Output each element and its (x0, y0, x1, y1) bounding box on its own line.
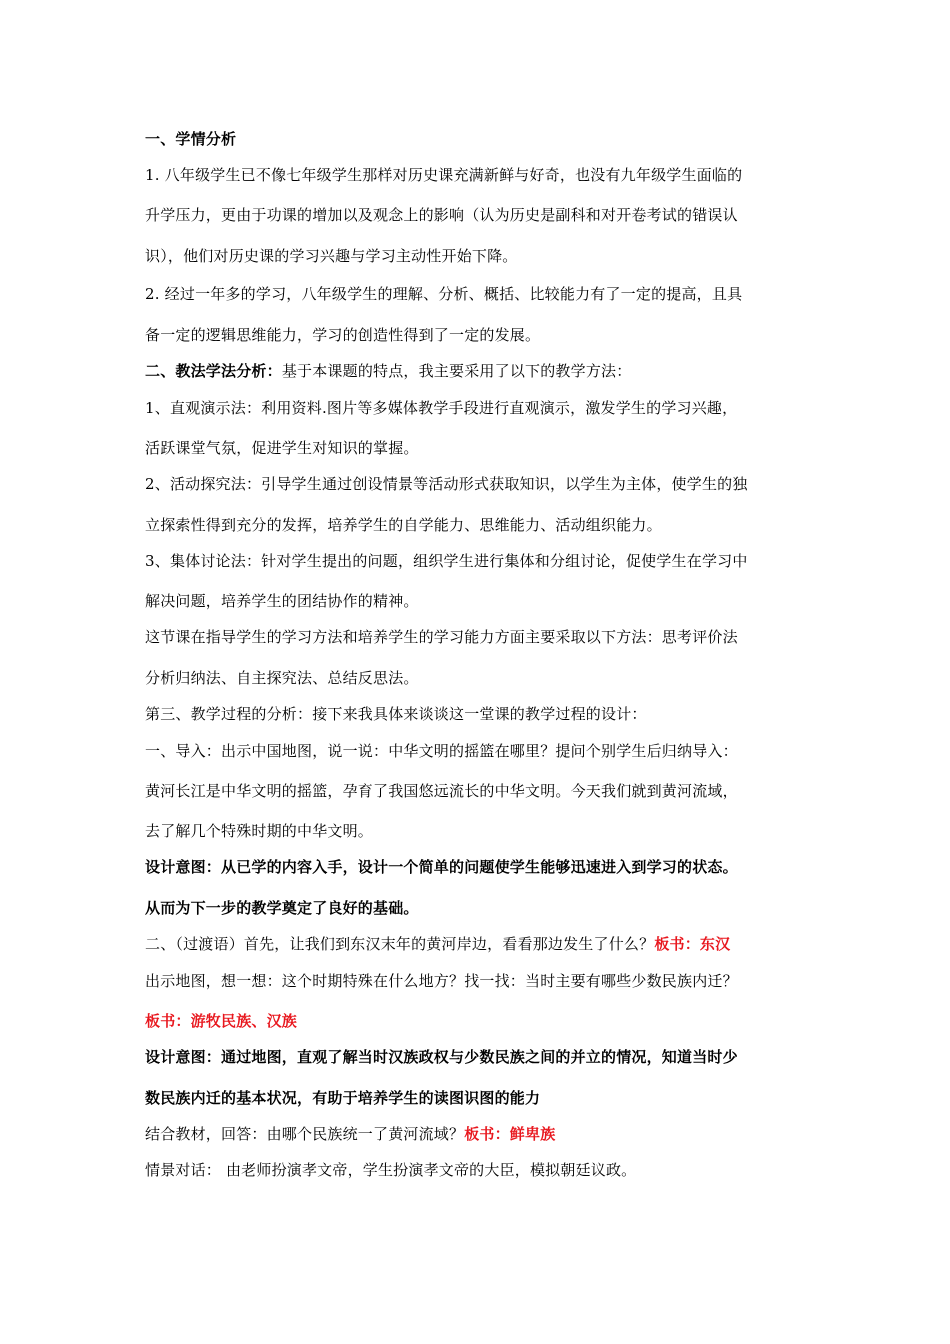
para-3-line-1: 这节课在指导学生的学习方法和培养学生的学习能力方面主要采取以下方法：思考评价法 (145, 628, 738, 646)
design-intent-2-line-1: 设计意图：通过地图，直观了解当时汉族政权与少数民族之间的并立的情况，知道当时少 (145, 1048, 738, 1066)
step-2-line-2: 出示地图，想一想：这个时期特殊在什么地方？找一找：当时主要有哪些少数民族内迁？ (145, 972, 738, 990)
board-note-nomads-han: 板书：游牧民族、汉族 (145, 1012, 298, 1030)
heading-method-analysis (145, 361, 631, 381)
design-intent-1-line-1: 设计意图：从已学的内容入手，设计一个简单的问题使学生能够迅速进入到学习的状态。 (145, 858, 738, 876)
para-1-line-3: 识），他们对历史课的学习兴趣与学习主动性开始下降。 (145, 247, 518, 265)
design-intent-1-line-2: 从而为下一步的教学奠定了良好的基础。 (145, 899, 419, 917)
method-3-line-1: 3、集体讨论法：针对学生提出的问题，组织学生进行集体和分组讨论，促使学生在学习中 (145, 552, 748, 570)
step-1-line-3: 去了解几个特殊时期的中华文明。 (145, 822, 374, 840)
step-2-line-1 (145, 934, 730, 954)
method-2-line-2: 立探索性得到充分的发挥，培养学生的自学能力、思维能力、活动组织能力。 (145, 516, 662, 534)
para-2-line-2: 备一定的逻辑思维能力，学习的创造性得到了一定的发展。 (145, 326, 541, 344)
step-1-line-2: 黄河长江是中华文明的摇篮，孕育了我国悠远流长的中华文明。今天我们就到黄河流域， (145, 782, 738, 800)
heading-process-analysis: 第三、教学过程的分析：接下来我具体来谈谈这一堂课的教学过程的设计： (145, 705, 647, 723)
para-1-line-2: 升学压力，更由于功课的增加以及观念上的影响（认为历史是副科和对开卷考试的错误认 (145, 206, 738, 224)
para-3-line-2: 分析归纳法、自主探究法、总结反思法。 (145, 669, 419, 687)
step-3-text: 结合教材，回答：由哪个民族统一了黄河流域？ (145, 1125, 465, 1143)
method-2-line-1: 2、活动探究法：引导学生通过创设情景等活动形式获取知识，以学生为主体，使学生的独 (145, 475, 748, 493)
step-4-line: 情景对话： 由老师扮演孝文帝，学生扮演孝文帝的大臣，模拟朝廷议政。 (145, 1161, 637, 1179)
step-3-line (145, 1124, 555, 1144)
heading-method-title: 二、教法学法分析： (145, 362, 282, 380)
step-1-line-1: 一、导入：出示中国地图，说一说：中华文明的摇篮在哪里？提问个别学生后归纳导入： (145, 742, 738, 760)
heading-method-rest: 基于本课题的特点，我主要采用了以下的教学方法： (281, 362, 632, 380)
method-1-line-2: 活跃课堂气氛，促进学生对知识的掌握。 (145, 439, 419, 457)
para-2-line-1: 2. 经过一年多的学习，八年级学生的理解、分析、概括、比较能力有了一定的提高，且具 (145, 285, 743, 303)
step-2-line-1-text: 二、（过渡语）首先，让我们到东汉末年的黄河岸边，看看那边发生了什么？ (145, 935, 655, 953)
board-note-donghan: 板书：东汉 (654, 935, 731, 953)
method-3-line-2: 解决问题，培养学生的团结协作的精神。 (145, 592, 419, 610)
board-note-xianbei: 板书：鲜卑族 (464, 1125, 556, 1143)
para-1-line-1: 1. 八年级学生已不像七年级学生那样对历史课充满新鲜与好奇，也没有九年级学生面临的 (145, 166, 743, 184)
design-intent-2-line-2: 数民族内迁的基本状况，有助于培养学生的读图识图的能力 (145, 1089, 541, 1107)
method-1-line-1: 1、直观演示法：利用资料.图片等多媒体教学手段进行直观演示，激发学生的学习兴趣， (145, 399, 738, 417)
heading-student-analysis: 一、学情分析 (145, 130, 237, 148)
